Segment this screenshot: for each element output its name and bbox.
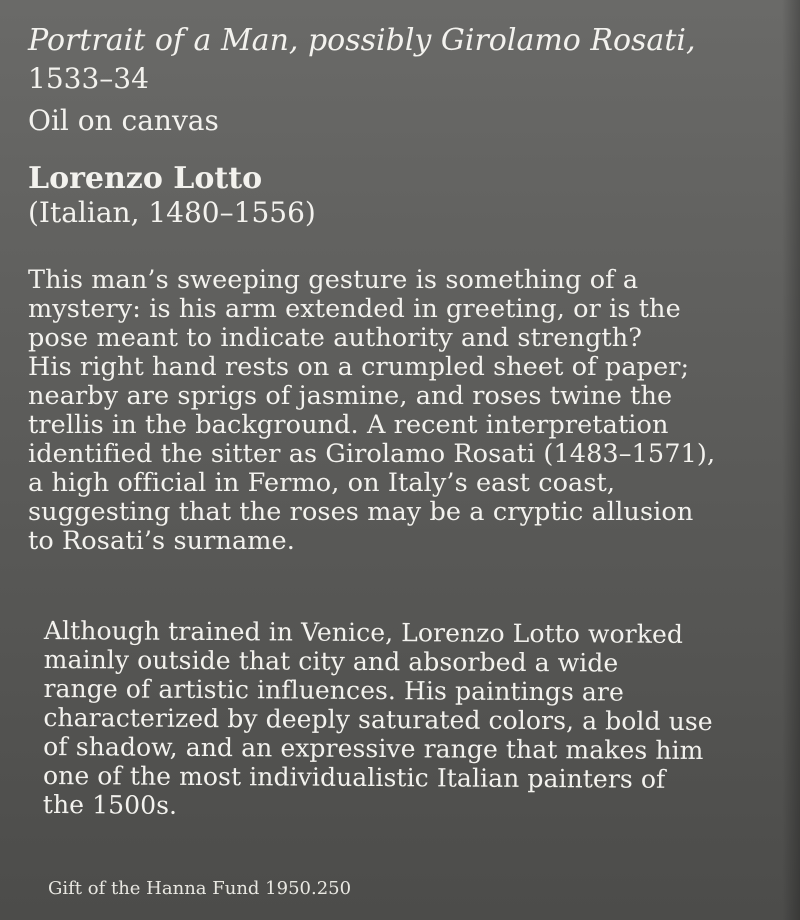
paragraph-line: one of the most individualistic Italian painters of (42, 760, 666, 794)
paragraph-line: range of artistic influences. His paintings are (43, 673, 625, 707)
artwork-date: 1533–34 (28, 62, 149, 95)
paragraph-line: the 1500s. (42, 789, 178, 820)
artwork-title: Portrait of a Man, possibly Girolamo Rosati, (28, 23, 696, 58)
credit-line: Gift of the Hanna Fund 1950.250 (48, 878, 352, 899)
description-paragraph-1 (28, 266, 768, 556)
artwork-medium: Oil on canvas (28, 104, 219, 137)
paragraph-line: suggesting that the roses may be a cryptic allusion (28, 497, 694, 527)
paragraph-line: pose meant to indicate authority and strength? (28, 323, 643, 353)
paragraph-line: trellis in the background. A recent interpretation (28, 410, 669, 440)
label-edge-shadow (782, 0, 800, 920)
paragraph-line: mainly outside that city and absorbed a wide (43, 644, 619, 678)
paragraph-line: of shadow, and an expressive range that makes him (43, 731, 704, 766)
paragraph-line: a high official in Fermo, on Italy’s east coast, (28, 468, 616, 498)
paragraph-line: identified the sitter as Girolamo Rosati (1483–1571), (28, 439, 716, 469)
paragraph-line: characterized by deeply saturated colors, a bold use (43, 702, 713, 737)
paragraph-line: This man’s sweeping gesture is something of a (28, 265, 639, 295)
artist-nationality-dates: (Italian, 1480–1556) (28, 196, 316, 229)
paragraph-line: His right hand rests on a crumpled sheet of paper; (28, 352, 690, 382)
paragraph-line: Although trained in Venice, Lorenzo Lotto worked (43, 616, 684, 649)
description-paragraph-2 (43, 616, 764, 823)
artist-name: Lorenzo Lotto (28, 161, 263, 196)
paragraph-line: nearby are sprigs of jasmine, and roses twine the (28, 381, 673, 411)
paragraph-line: to Rosati’s surname. (28, 526, 295, 556)
paragraph-line: mystery: is his arm extended in greeting, or is the (28, 294, 681, 324)
